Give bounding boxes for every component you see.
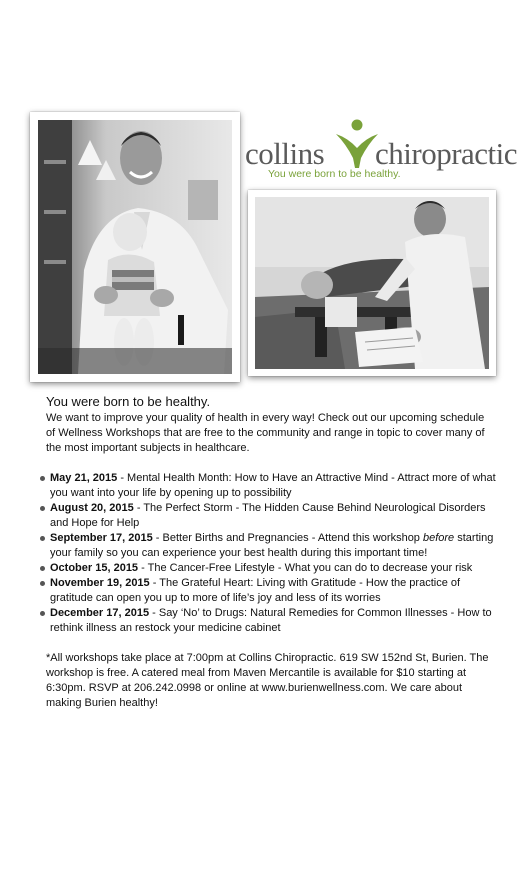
event-date: December 17, 2015: [50, 607, 150, 619]
logo-figure-icon: [334, 118, 380, 172]
photo-doctor-baby: [30, 112, 240, 382]
photo-chiropractic-adjustment-icon: [255, 197, 489, 369]
workshop-content: [46, 394, 496, 711]
page-heading: You were born to be healthy.: [46, 394, 211, 409]
photo-doctor-holding-baby-icon: [38, 120, 232, 374]
event-description-continued: starting your family so you can experience your best health during this important time!: [50, 532, 494, 559]
event-description: - The Grateful Heart: Living with Gratitude - How the practice of gratitude can open you up to more of life’s joy and less of its worries: [50, 577, 461, 604]
event-date: August 20, 2015: [50, 502, 134, 514]
logo-word-chiropractic: chiropractic: [375, 136, 518, 171]
logo-word-collins: collins: [245, 136, 325, 171]
list-item: [40, 471, 496, 501]
bullet-icon: [40, 581, 45, 586]
event-description: - Mental Health Month: How to Have an Attractive Mind - Attract more of what you want into your life by opening up to possibility: [50, 472, 496, 499]
bullet-icon: [40, 611, 45, 616]
bullet-icon: [40, 566, 45, 571]
intro-paragraph: We want to improve your quality of health in every way! Check out our upcoming schedule of Wellness Workshops that are free to the community and range in topic to cover many of the most important subjects in healthcare.: [46, 412, 485, 454]
event-description: - Say ‘No’ to Drugs: Natural Remedies for Common Illnesses - How to rethink illness an restock your medicine cabinet: [50, 607, 492, 634]
event-date: November 19, 2015: [50, 577, 150, 589]
bullet-icon: [40, 476, 45, 481]
bullet-icon: [40, 536, 45, 541]
event-date: October 15, 2015: [50, 562, 139, 574]
event-emphasis: before: [422, 532, 455, 544]
list-item: [40, 531, 496, 561]
event-date: September 17, 2015: [50, 532, 153, 544]
event-description: - Better Births and Pregnancies - Attend this workshop: [152, 532, 423, 544]
event-description: - The Cancer-Free Lifestyle - What you can do to decrease your risk: [138, 562, 473, 574]
list-item: [40, 561, 496, 576]
logo-tagline: You were born to be healthy.: [268, 168, 401, 180]
list-item: [40, 576, 496, 606]
list-item: [40, 606, 496, 636]
collins-chiropractic-logo: [242, 118, 518, 182]
event-description: - The Perfect Storm - The Hidden Cause Behind Neurological Disorders and Hope for Help: [50, 502, 486, 529]
bullet-icon: [40, 506, 45, 511]
photo-adjustment: [248, 190, 496, 376]
footer-note: *All workshops take place at 7:00pm at Collins Chiropractic. 619 SW 152nd St, Burien. The workshop is free. A catered meal from Maven Mercantile is available for $10 starting at 6:30pm. RSVP at 206.242.0998 or online at www.burienwellness.com. We care about making Burien healthy!: [46, 652, 489, 709]
event-date: May 21, 2015: [50, 472, 118, 484]
workshop-list: [40, 471, 496, 636]
list-item: [40, 501, 496, 531]
